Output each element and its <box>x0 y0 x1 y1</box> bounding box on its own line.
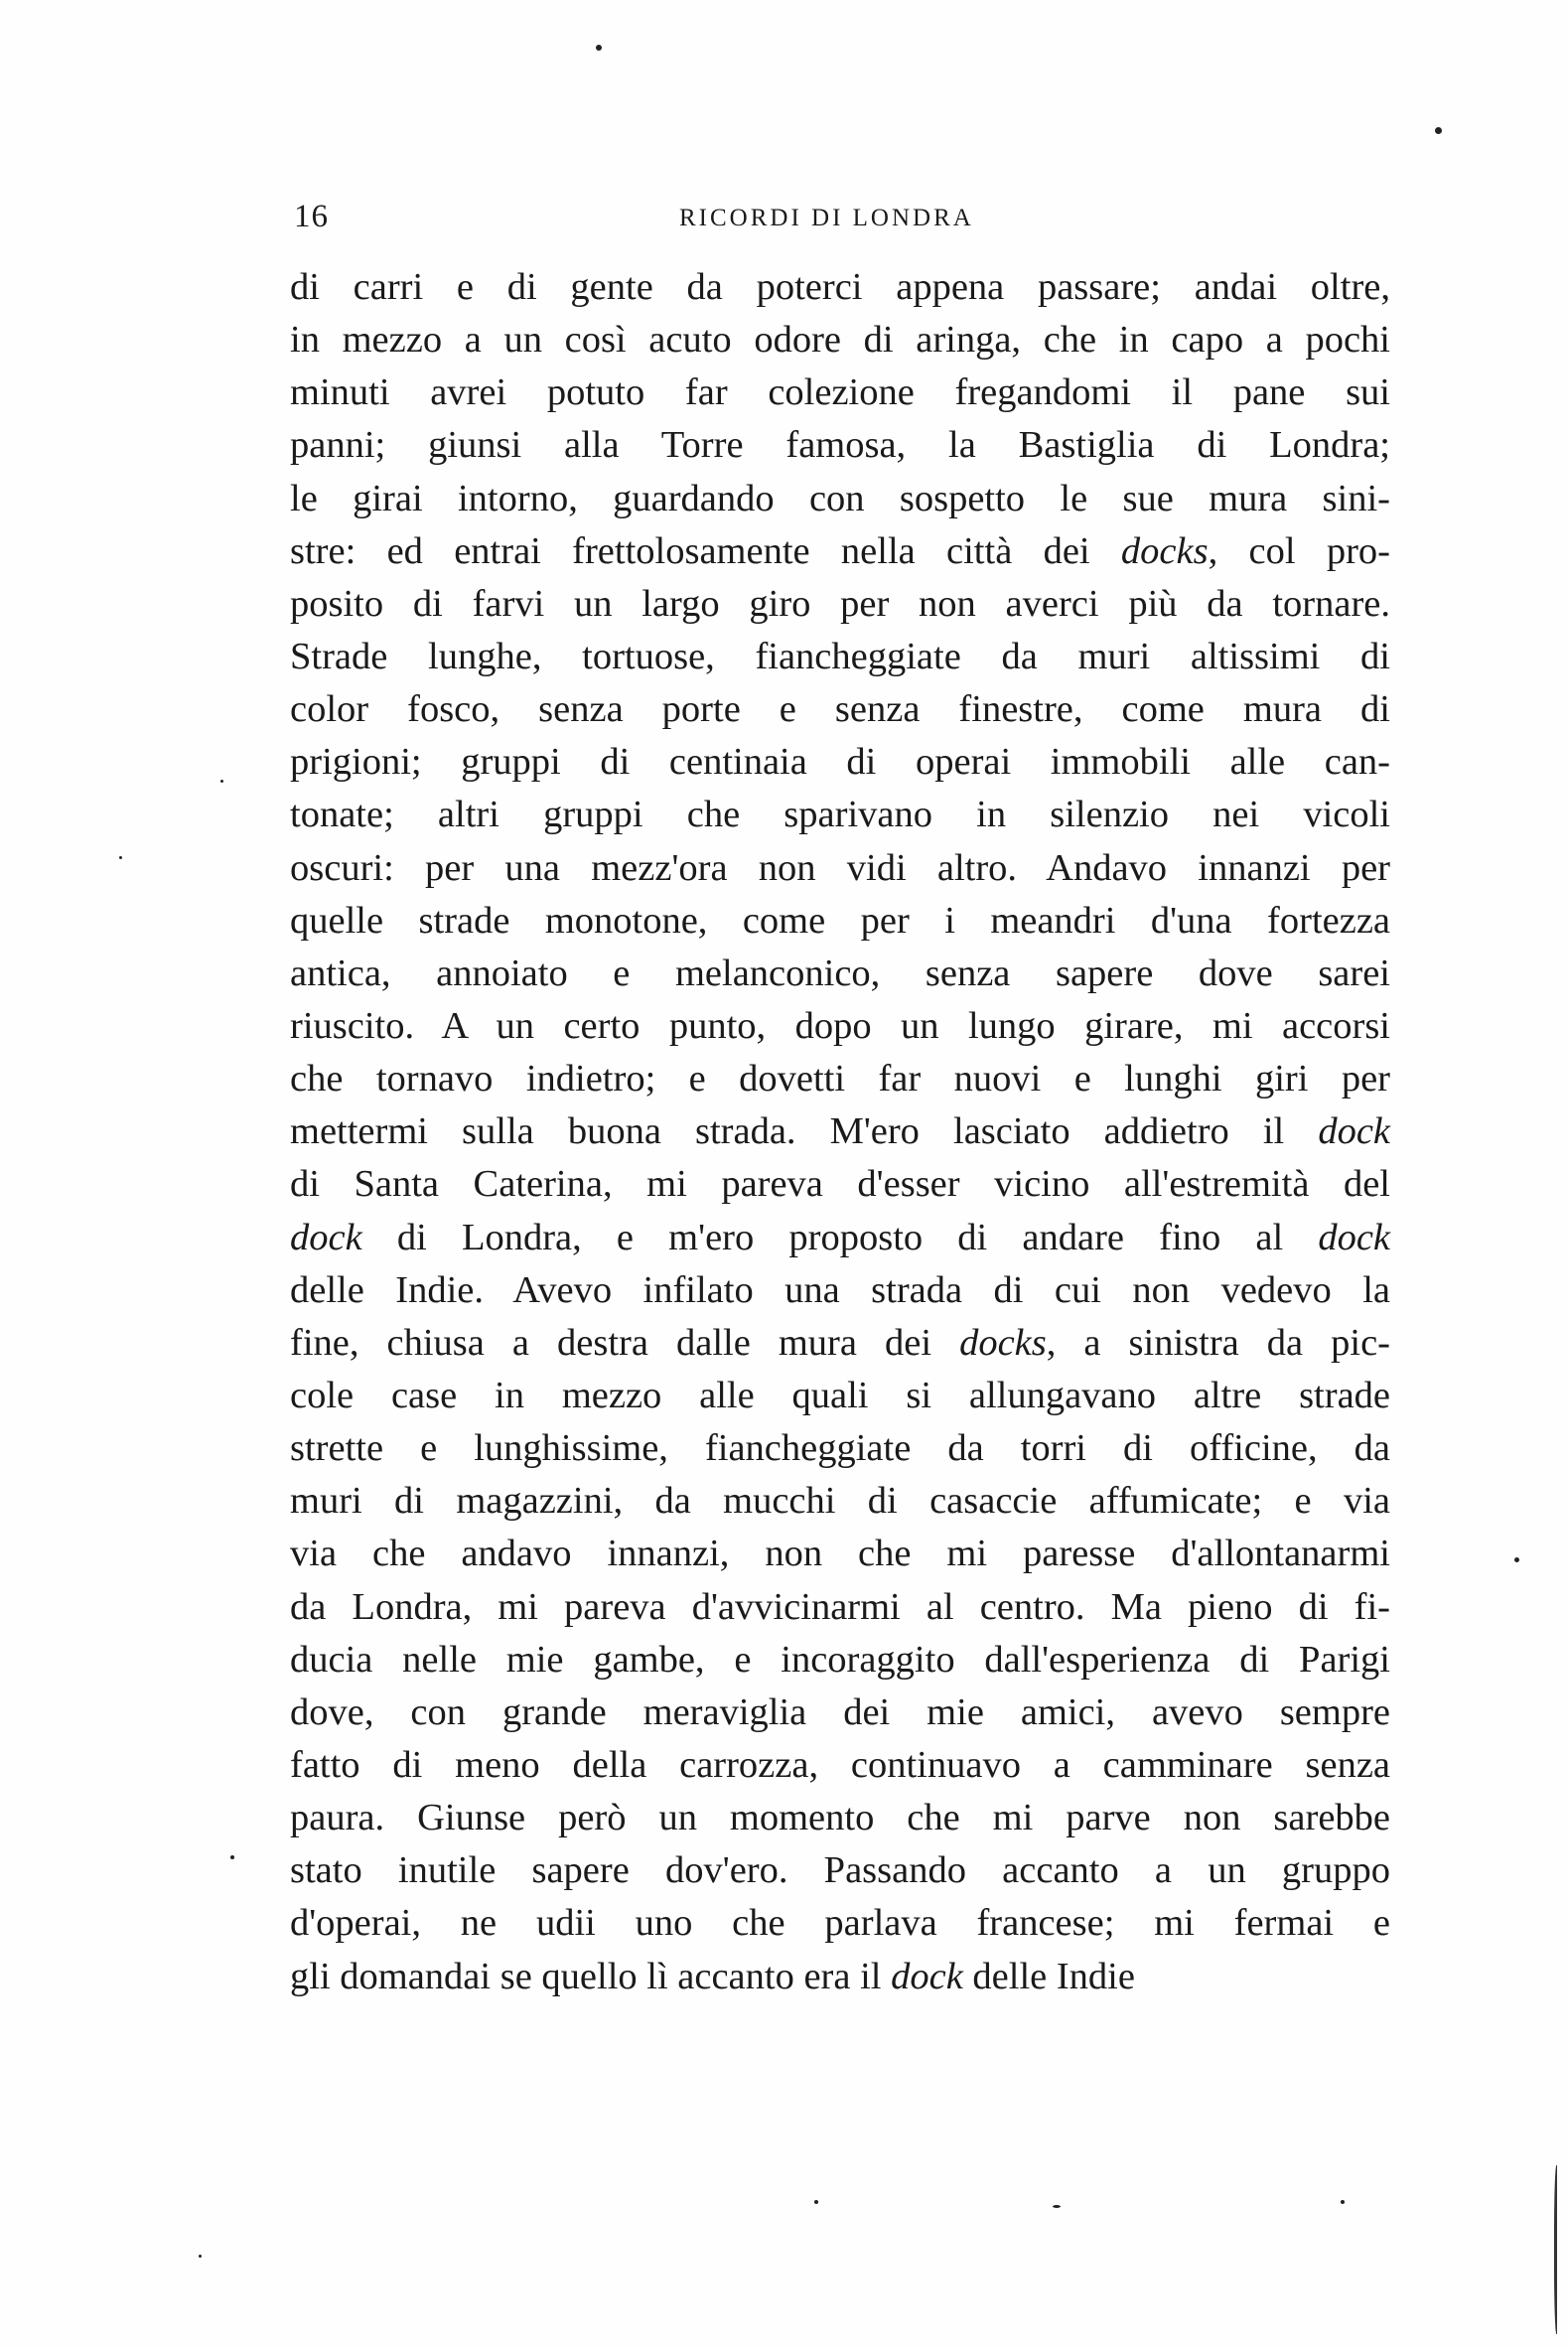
line-text: stato inutile sapere dov'ero. Passando accanto a un gruppo <box>290 1849 1390 1892</box>
line-text: d'operai, ne udii uno che parlava francese; mi fermai e <box>290 1902 1390 1945</box>
line-text: dove, con grande meraviglia dei mie amici, avevo sempre <box>290 1690 1390 1733</box>
text-line <box>290 1105 1390 1158</box>
line-text: tonate; altri gruppi che sparivano in silenzio nei vicoli <box>290 794 1390 836</box>
line-text: di Santa Caterina, mi pareva d'esser vicino all'estremità del <box>290 1163 1390 1206</box>
body-text <box>290 261 1390 2003</box>
line-text: via che andavo innanzi, non che mi paresse d'allontanarmi <box>290 1533 1390 1575</box>
line-text: paura. Giunse però un momento che mi parve non sarebbe <box>290 1797 1390 1839</box>
italic-term: docks <box>1120 529 1209 572</box>
text-line <box>290 1634 1390 1687</box>
italic-term: dock <box>1318 1110 1390 1153</box>
text-line <box>290 683 1390 736</box>
line-text: da Londra, mi pareva d'avvicinarmi al centro. Ma pieno di fi- <box>290 1585 1390 1628</box>
line-text: color fosco, senza porte e senza finestre, come mura di <box>290 688 1390 731</box>
line-text: di carri e di gente da poterci appena passare; andai oltre, <box>290 266 1390 308</box>
line-text: fatto di meno della carrozza, continuavo a camminare senza <box>290 1743 1390 1786</box>
text-line <box>290 1475 1390 1528</box>
scan-speck <box>199 2255 202 2258</box>
line-text: minuti avrei potuto far colezione fregandomi il pane sui <box>290 371 1390 414</box>
text-line <box>290 367 1390 419</box>
line-text: posito di farvi un largo giro per non averci più da tornare. <box>290 582 1390 625</box>
line-text: riuscito. A un certo punto, dopo un lungo girare, mi accorsi <box>290 1004 1390 1047</box>
line-text: antica, annoiato e melanconico, senza sapere dove sarei <box>290 952 1390 994</box>
text-line <box>290 1897 1390 1950</box>
text-line <box>290 895 1390 948</box>
italic-term: dock <box>891 1955 963 1997</box>
text-line <box>290 261 1390 314</box>
scan-speck <box>1435 127 1442 134</box>
scan-speck <box>1514 1557 1519 1562</box>
scan-speck <box>1341 2200 1345 2204</box>
scan-speck <box>1053 2205 1061 2208</box>
text-line <box>290 1792 1390 1844</box>
scan-speck <box>119 856 122 859</box>
line-text: , col pro- <box>1208 529 1390 572</box>
text-line <box>290 1317 1390 1370</box>
text-line <box>290 631 1390 683</box>
scan-speck <box>230 1855 234 1859</box>
scan-speck <box>814 2200 818 2204</box>
page-edge-mark <box>1554 2165 1560 2334</box>
text-line <box>290 525 1390 578</box>
line-text: Strade lunghe, tortuose, fiancheggiate da muri altissimi di <box>290 635 1390 677</box>
page-number: 16 <box>294 199 329 234</box>
line-text: quelle strade monotone, come per i meandri d'una fortezza <box>290 899 1390 942</box>
line-text: delle Indie. Avevo infilato una strada di cui non vedevo la <box>290 1268 1390 1311</box>
line-text: mettermi sulla buona strada. M'ero lasciato addietro il <box>290 1110 1319 1153</box>
line-text: cole case in mezzo alle quali si allungavano altre strade <box>290 1374 1390 1416</box>
text-line <box>290 736 1390 789</box>
text-line <box>290 1264 1390 1317</box>
text-line <box>290 1739 1390 1792</box>
line-text: in mezzo a un così acuto odore di aringa, che in capo a pochi <box>290 319 1390 362</box>
text-line <box>290 578 1390 631</box>
text-line <box>290 1000 1390 1053</box>
scan-speck <box>220 780 223 783</box>
text-line <box>290 419 1390 472</box>
line-text: che tornavo indietro; e dovetti far nuovi e lunghi giri per <box>290 1058 1390 1100</box>
text-line <box>290 1687 1390 1739</box>
text-line <box>290 842 1390 895</box>
running-head: RICORDI DI LONDRA <box>679 205 974 231</box>
page-header <box>290 199 1003 238</box>
text-line <box>290 1951 1390 2003</box>
line-text: strette e lunghissime, fiancheggiate da torri di officine, da <box>290 1427 1390 1470</box>
line-text: panni; giunsi alla Torre famosa, la Bastiglia di Londra; <box>290 424 1390 467</box>
text-line <box>290 1370 1390 1422</box>
line-text: gli domandai se quello lì accanto era il <box>290 1955 892 1997</box>
text-line <box>290 1158 1390 1211</box>
scan-speck <box>596 45 602 51</box>
text-line <box>290 1212 1390 1264</box>
text-line <box>290 1528 1390 1580</box>
line-text: stre: ed entrai frettolosamente nella città dei <box>290 529 1121 572</box>
line-text: le girai intorno, guardando con sospetto le sue mura sini- <box>290 477 1390 519</box>
line-text: delle Indie <box>962 1955 1135 1997</box>
text-line <box>290 948 1390 1000</box>
text-line <box>290 1422 1390 1475</box>
italic-term: dock <box>1318 1216 1390 1258</box>
italic-term: docks <box>959 1321 1047 1364</box>
line-text: ducia nelle mie gambe, e incoraggito dall'esperienza di Parigi <box>290 1638 1390 1681</box>
line-text: oscuri: per una mezz'ora non vidi altro. Andavo innanzi per <box>290 846 1390 889</box>
text-line <box>290 1581 1390 1634</box>
italic-term: dock <box>290 1216 362 1258</box>
line-text: muri di magazzini, da mucchi di casaccie affumicate; e via <box>290 1480 1390 1523</box>
text-line <box>290 1053 1390 1105</box>
text-line <box>290 314 1390 367</box>
line-text: di Londra, e m'ero proposto di andare fino al <box>361 1216 1319 1258</box>
line-text: fine, chiusa a destra dalle mura dei <box>290 1321 960 1364</box>
text-line <box>290 789 1390 841</box>
text-line <box>290 1844 1390 1897</box>
line-text: prigioni; gruppi di centinaia di operai immobili alle can- <box>290 741 1390 784</box>
line-text: , a sinistra da pic- <box>1046 1321 1390 1364</box>
text-line <box>290 473 1390 525</box>
